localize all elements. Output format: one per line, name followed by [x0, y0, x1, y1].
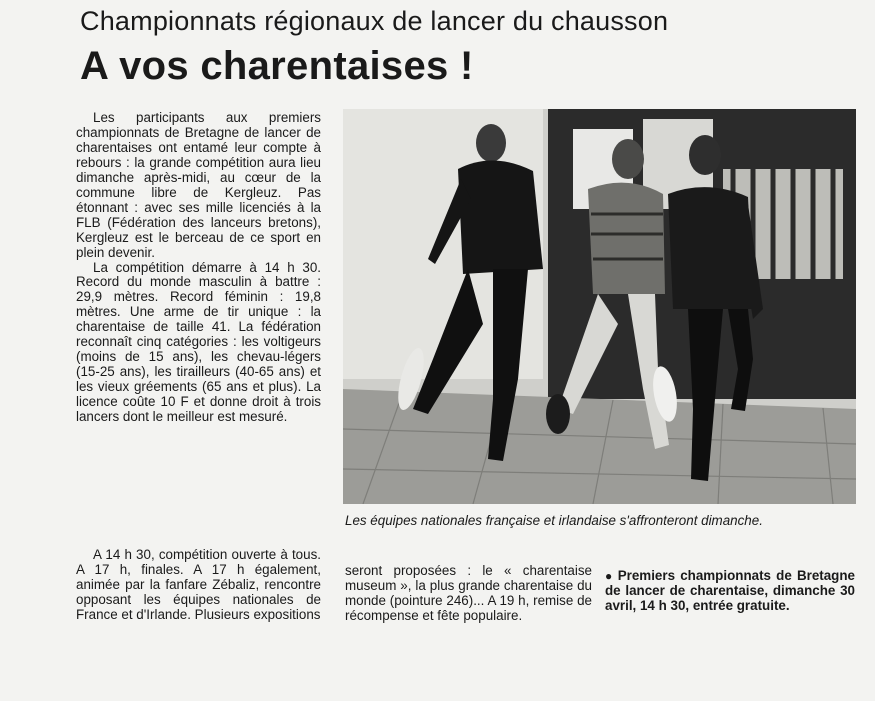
- three-men-kicking-illustration: [343, 109, 856, 504]
- paragraph-schedule: A 14 h 30, compétition ouverte à tous. A 17 h, finales. A 17 h également, animée par la fanfare Zébaliz, rencontre opposant les équipes nationales de France et d'Irlande. Plusieurs expositions: [76, 547, 321, 622]
- info-box: [605, 569, 855, 614]
- article-headline: A vos charentaises !: [80, 44, 474, 88]
- paragraph-competition: La compétition démarre à 14 h 30. Record du monde masculin à battre : 29,9 mètres. Record féminin : 19,8 mètres. Une arme de tir unique : la charentaise de taille 41. La fédération reconnaît cinq catégories : les voltigeurs (moins de 15 ans), les chevau-légers (15-25 ans), les tirailleurs (40-65 ans) et les vieux gréements (65 ans et plus). La licence coûte 10 F et donne droit à trois lancers dont le meilleur est mesuré.: [76, 259, 321, 425]
- bullet-icon: ●: [605, 569, 614, 583]
- body-column-1-bottom: [76, 548, 321, 623]
- body-column-1: [76, 111, 321, 425]
- paragraph-intro: Les participants aux premiers championnats de Bretagne de lancer de charentaises ont entamé leur compte à rebours : la grande compétition aura lieu dimanche après-midi, au cœur de la commune libre de Kergleuz. Pas étonnant : avec ses mille licenciés à la FLB (Fédération des lanceurs bretons), Kergleuz est le berceau de ce sport en plein devenir.: [76, 110, 321, 260]
- body-column-2: [345, 564, 592, 624]
- paragraph-expositions: seront proposées : le « charentaise museum », la plus grande charentaise du monde (pointure 246)... A 19 h, remise de récompense et fête populaire.: [345, 563, 592, 623]
- article-kicker: Championnats régionaux de lancer du chausson: [80, 6, 669, 36]
- photo-caption: Les équipes nationales française et irlandaise s'affronteront dimanche.: [345, 513, 763, 528]
- info-box-text: Premiers championnats de Bretagne de lancer de charentaise, dimanche 30 avril, 14 h 30, entrée gratuite.: [605, 568, 855, 613]
- article-photo: [343, 109, 856, 504]
